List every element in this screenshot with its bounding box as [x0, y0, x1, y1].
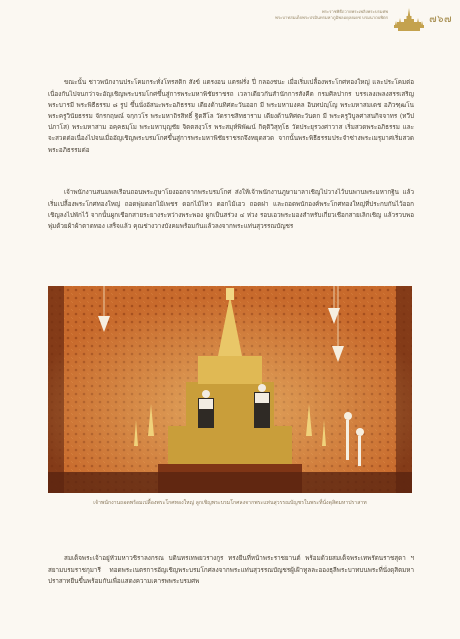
header-line-1: พระราชพิธีถวายพระเพลิงพระบรมศพ — [321, 9, 388, 14]
paragraph-1: ขณะนั้น ชาวพนักงานประโคมกระทั่งโทรสติก สังข์ แตรงอน แตรฝรั่ง ปี่ กลองชนะ เมื่อเริ่มเปลื้องพระโกศทองใหญ่ และประโคมต่อเนื่องกันไปจนกว่าจะอัญเชิญพระบรมโกศขึ้นสู่การพระมหาพิชัยราชรถ เวลาเดียวกันสำนักการสังคีต กรมศิลปากร บรรเลงเพลงสรรเสริญพระบารมี พระพิธีธรรม ๘ รูป ขึ้นนั่งอัสนะพระอภิธรรม เดียงด้านทิศตะวันออก มี พระมหามงคล อินทปญฺโญ พระมหาสมเดช อภิวฑฺฒโน พระครูวินัยธรรม จักรกฤษณ์ จกฺกวโร พระมหาถิรสิทธิ์ ฐิตสีโล วัดราชสิทธาราม เดียงด้านทิศตะวันตก มี พระครูวิบูลศาสนกิจจาทร (ทวีป ปภาโส) พระมหาสาม อคฺคธมฺโม พระมหาบุญชัย จิตตสงฺวโร พระสมุห์พิพัฒน์ กิตฺติวิสุทฺโธ วัดประยุรวงศาวาส เริ่มสวดพระอภิธรรม และจะสวดต่อเนื่องไปจนเมื่ออัญเชิญพระบรมโกศขึ้นสู่การพระมหาพิชัยราชรถจึงหยุดสวด จากนั้นพระพิธีธรรมประจำซ่างพระเมรุมาศเริ่มสวดพระอภิธรรมต่อ — [48, 79, 414, 154]
paragraph-3: สมเด็จพระเจ้าอยู่หัวมหาวชิราลงกรณ บดินทรเทพยวรางกูร ทรงยืนที่หน้าพระราชยานต์ พร้อมด้วยสมเด็จพระเทพรัตนราชสุดา ฯ สยามบรมราชกุมารี ทอดพระเนตรการอัญเชิญพระบรมโกศลงจากพระแท่นสุวรรณบัญชรผู้เฝ้าทูลละอองธุลีพระบาทบนพระที่นั่งดุสิตมหาปราสาทยืนขึ้นพร้อมกันเพื่อแสดงความเคารพพระบรมศพ — [48, 555, 414, 585]
paragraph-2: เจ้าพนักงานสนมพลเรือนถอนพระภูษาโยงออกจากพระบรมโกศ ส่งให้เจ้าพนักงานภูษามาลาเชิญไปวางไว้บนพานพระมหากฐิน แล้วเริ่มเปลื้องพระโกศทองใหญ่ ถอดพุ่มดอกไม้เพชร ดอกไม้ไหว ดอกไม้เอว ถอดฝา และถอดพนักองค์พระโกศทองใหญ่ที่ประกบกันไว้ออก เชิญลงไปพักไว้ จากนั้นผูกเชือกสายระยางระหว่างพระพอง ผูกเป็นสร่วง ๔ ห่วง รอบเอวพระมองสำหรับเกี่ยวเชือกสายเลิกเชิญ แล้วรวบพอพุ่มด้วยผ้าผ้าตาดทอง เสร็จแล้ว คุณช่างวางบังคมพร้อมกันแล้วลงจากพระแท่นสุวรรณบัญชร — [48, 189, 414, 230]
page-number: ๗๖๗ — [429, 14, 452, 25]
ceremony-photo — [48, 286, 412, 493]
header-line-2: พระบาทสมเด็จพระปรมินทรมหาภูมิพลอดุลยเดช บรมนาถบพิตร — [275, 15, 388, 20]
photo-caption: เจ้าพนักงานถอดพร้อมเปลื้องพระโกศทองใหญ่ ลูกเชิญพระบรมโกศลงจากพระแท่นสุวรรณบัญชรในพระที่นั่งดุสิตมหาปราสาท — [93, 500, 367, 506]
throne-hall-illustration — [48, 286, 412, 493]
header-title — [258, 9, 388, 21]
